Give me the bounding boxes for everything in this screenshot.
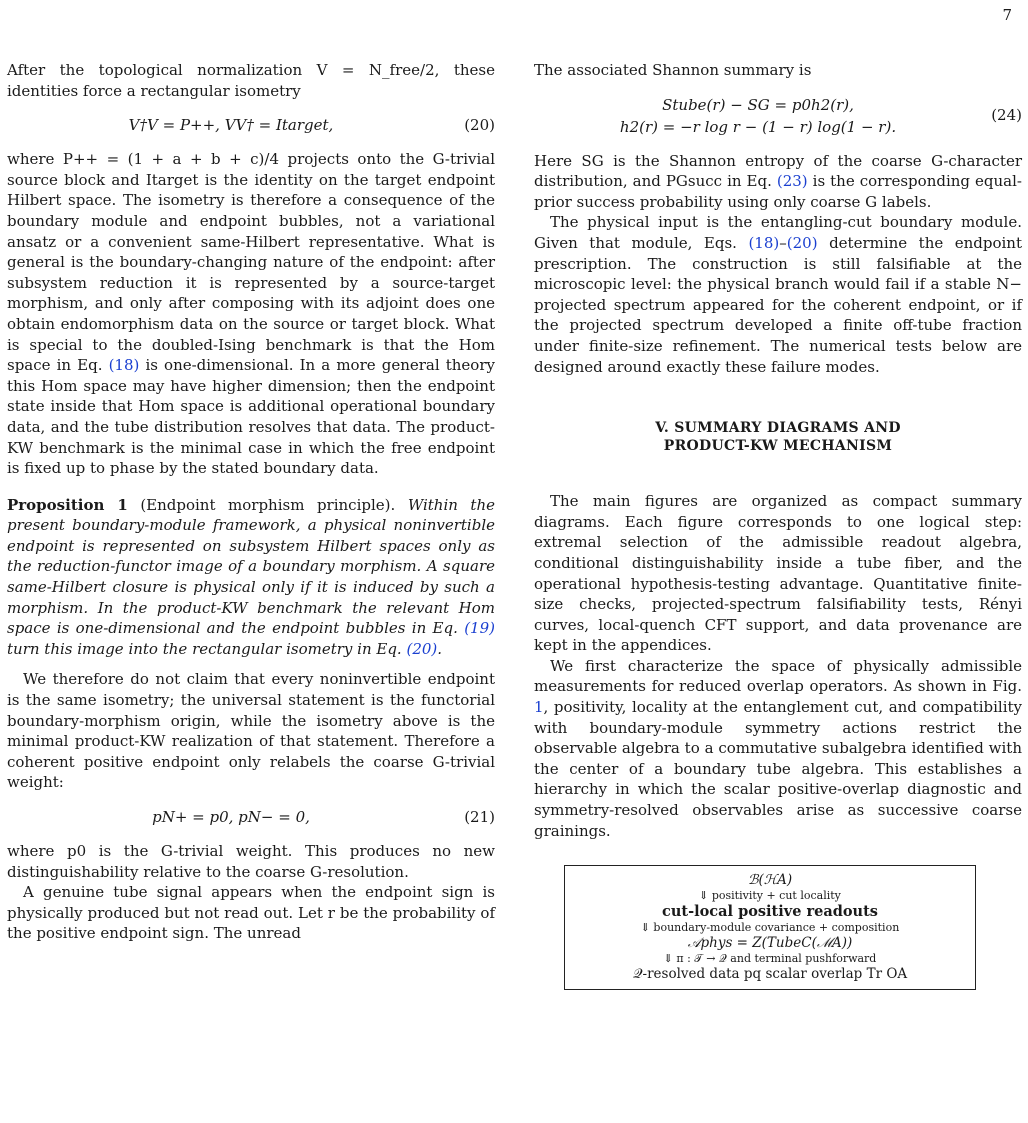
diagram-line-2: ⇓ positivity + cut locality [699, 889, 841, 903]
right-column [534, 60, 1022, 990]
proposition-text-c: . [437, 639, 443, 658]
diagram-line-3: cut-local positive readouts [662, 903, 878, 921]
proposition-label: Proposition 1 [7, 495, 128, 514]
equation-20-number: (20) [464, 115, 495, 134]
proposition-name: (Endpoint morphism principle). [140, 495, 396, 514]
left-paragraph-4: where p0 is the G-trivial weight. This produces no new distinguishability relative to the coarse G-resolution. [7, 842, 495, 881]
equation-21-body: pN+ = p0, pN− = 0, [152, 807, 310, 826]
right-paragraph-2-text-b: is the corresponding equal-prior success probability using only coarse G labels. [534, 172, 1022, 211]
equation-20 [7, 112, 495, 138]
left-paragraph-1: After the topological normalization V = N_free/2, these identities force a rectangular isometry [7, 61, 495, 100]
ref-fig-1[interactable]: 1 [534, 698, 544, 717]
ref-eq-18[interactable]: (18) [108, 356, 140, 375]
right-paragraph-5-text-a: We first characterize the space of physically admissible measurements for reduced overlap operators. As shown in Fig. [534, 656, 1022, 696]
right-paragraph-2 [534, 151, 1022, 213]
diagram-line-1: ℬ(ℋA) [747, 872, 793, 889]
ref-eq-23[interactable]: (23) [776, 172, 808, 191]
left-paragraph-2-text-a: where P++ = (1 + a + b + c)/4 projects onto the G-trivial source block and Itarget is the identity on the target endpoint Hilbert space. The isometry is therefore a consequence of the boundary module and endpoint bubbles, not a variational ansatz or a convenient same-Hilbert representative. What is general is the boundary-changing nature of the endpoint: after subsystem reduction it is represented by a source-target morphism, and only after composing with its adjoint does one obtain endomorphism data on the source or target block. What is special to the doubled-Ising benchmark is that the Hom space in Eq. [7, 150, 495, 375]
equation-20-body: V†V = P++, VV† = Itarget, [128, 115, 334, 134]
section-heading [534, 419, 1022, 455]
diagram-line-5: 𝒜phys = Z(TubeC(ℳA)) [687, 935, 853, 952]
proposition-1 [7, 495, 495, 660]
right-paragraph-3 [534, 212, 1022, 377]
left-paragraph-2 [7, 149, 495, 479]
equation-24-line-1: Stube(r) − SG = p0h2(r), [662, 95, 854, 114]
left-paragraph-5: A genuine tube signal appears when the endpoint sign is physically produced but not read out. Let r be the probability of the positive endpoint sign. The unread [7, 883, 495, 943]
right-paragraph-3-text-a: The physical input is the entangling-cut boundary module. Given that module, Eqs. [534, 213, 1022, 252]
page-number: 7 [1002, 6, 1012, 24]
diagram-line-4: ⇓ boundary-module covariance + composition [640, 921, 900, 935]
proposition-text-a: Within the present boundary-module framework, a physical noninvertible endpoint is represented on subsystem Hilbert spaces only as the reduction-functor image of a boundary morphism. A square same-Hilbert closure is physical only if it is induced by such a morphism. In the product-KW benchmark the relevant Hom space is one-dimensional and the endpoint bubbles in Eq. [7, 495, 495, 638]
equation-21-number: (21) [464, 807, 495, 826]
ref-eq-18-b[interactable]: (18) [748, 233, 780, 252]
right-paragraph-5 [534, 656, 1022, 841]
ref-eq-20[interactable]: (20) [406, 639, 438, 658]
diagram-line-6: ⇓ π : 𝒯 → 𝒬 and terminal pushforward [663, 952, 877, 966]
left-column [7, 60, 495, 944]
ref-eq-20-b[interactable]: (20) [786, 233, 818, 252]
equation-24-number: (24) [991, 106, 1022, 125]
ref-eq-19[interactable]: (19) [464, 619, 495, 638]
left-paragraph-3: We therefore do not claim that every noninvertible endpoint is the same isometry; the universal statement is the functorial boundary-morphism origin, while the isometry above is the minimal product-KW realization of that statement. Therefore a coherent positive endpoint only relabels the coarse G-trivial weight: [7, 670, 495, 792]
right-paragraph-1: The associated Shannon summary is [534, 61, 812, 79]
right-paragraph-5-text-b: , positivity, locality at the entanglement cut, and compatibility with boundary-module symmetry actions restrict the observable algebra to a commutative subalgebra identified with the center of a boundary tube algebra. This establishes a hierarchy in which the scalar positive-overlap diagnostic and symmetry-resolved observables arise as successive coarse grainings. [534, 698, 1022, 840]
summary-diagram [564, 865, 976, 990]
right-paragraph-2-text-a: Here SG is the Shannon entropy of the coarse G-character distribution, and PGsucc in Eq. [534, 151, 1022, 191]
left-paragraph-2-text-b: is one-dimensional. In a more general theory this Hom space may have higher dimension; then the endpoint state inside that Hom space is additional operational boundary data, and the tube distribution resolves that data. The product-KW benchmark is the minimal case in which the free endpoint is fixed up to phase by the stated boundary data. [7, 356, 495, 478]
proposition-text-b: turn this image into the rectangular isometry in Eq. [7, 639, 402, 658]
section-heading-line-2: PRODUCT-KW MECHANISM [663, 438, 893, 455]
equation-24-body [534, 94, 982, 138]
equation-21 [7, 804, 495, 830]
right-paragraph-4: The main figures are organized as compact summary diagrams. Each figure corresponds to one logical step: extremal selection of the admissible readout algebra, conditional distinguishability inside a tube fiber, and the operational hypothesis-testing advantage. Quantitative finite-size checks, projected-spectrum falsifiability tests, Rényi curves, local-quench CFT support, and data provenance are kept in the appendices. [534, 492, 1022, 655]
diagram-line-7: 𝒬-resolved data pq scalar overlap Tr OA [632, 966, 908, 983]
section-heading-line-1: V. SUMMARY DIAGRAMS AND [655, 420, 901, 437]
equation-24-line-2: h2(r) = −r log r − (1 − r) log(1 − r). [619, 117, 897, 136]
right-paragraph-3-text-b: determine the endpoint prescription. The construction is still falsifiable at the microscopic level: the physical branch would fail if a stable N− projected spectrum appeared for the coherent endpoint, or if the projected spectrum developed a finite off-tube fraction under finite-size refinement. The numerical tests below are designed around exactly these failure modes. [534, 233, 1022, 376]
eq-range-dash: – [779, 233, 787, 252]
equation-24 [534, 92, 1022, 140]
